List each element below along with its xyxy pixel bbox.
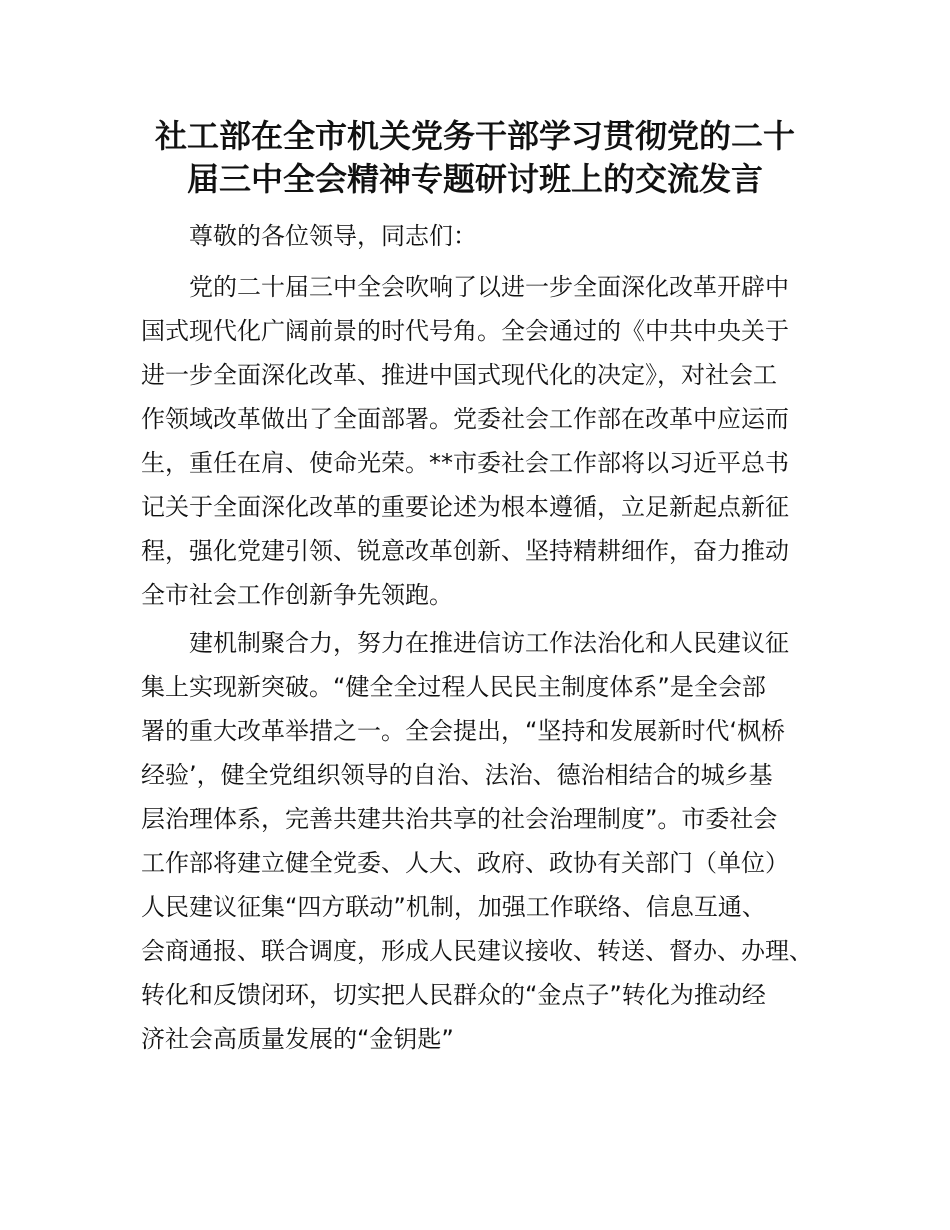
- paragraph-2-line: 济社会高质量发展的“金钥匙”: [141, 1025, 454, 1053]
- paragraph-2-line: 经验’，健全党组织领导的自治、法治、德治相结合的城乡基: [141, 761, 773, 789]
- paragraph-1-line: 党的二十届三中全会吹响了以进一步全面深化改革开辟中: [189, 273, 789, 301]
- paragraph-1-line: 程，强化党建引领、锐意改革创新、坚持精耕细作，奋力推动: [141, 537, 789, 565]
- paragraph-2-line: 会商通报、联合调度，形成人民建议接收、转送、督办、办理、: [141, 937, 813, 965]
- salutation: 尊敬的各位领导，同志们：: [189, 222, 477, 250]
- paragraph-1-line: 国式现代化广阔前景的时代号角。全会通过的《中共中央关于: [141, 317, 789, 345]
- paragraph-2-line: 集上实现新突破。“健全全过程人民民主制度体系”是全会部: [141, 673, 766, 701]
- paragraph-2-line: 建机制聚合力，努力在推进信访工作法治化和人民建议征: [189, 629, 789, 657]
- paragraph-1-line: 全市社会工作创新争先领跑。: [141, 581, 453, 609]
- document-title-line-2: 届三中全会精神专题研讨班上的交流发言: [186, 160, 763, 198]
- document-title-line-1: 社工部在全市机关党务干部学习贯彻党的二十: [154, 117, 795, 155]
- paragraph-1-line: 作领域改革做出了全面部署。党委社会工作部在改革中应运而: [141, 405, 789, 433]
- paragraph-2-line: 署的重大改革举措之一。全会提出，“坚持和发展新时代‘枫桥: [141, 717, 786, 745]
- paragraph-1-line: 生，重任在肩、使命光荣。**市委社会工作部将以习近平总书: [141, 449, 789, 477]
- paragraph-2-line: 工作部将建立健全党委、人大、政府、政协有关部门（单位）: [141, 849, 789, 877]
- paragraph-2-line: 层治理体系，完善共建共治共享的社会治理制度”。市委社会: [141, 805, 778, 833]
- paragraph-1-line: 进一步全面深化改革、推进中国式现代化的决定》，对社会工: [141, 361, 777, 389]
- paragraph-2-line: 转化和反馈闭环，切实把人民群众的“金点子”转化为推动经: [141, 981, 766, 1009]
- paragraph-1-line: 记关于全面深化改革的重要论述为根本遵循，立足新起点新征: [141, 493, 789, 521]
- paragraph-2-line: 人民建议征集“四方联动”机制，加强工作联络、信息互通、: [141, 893, 766, 921]
